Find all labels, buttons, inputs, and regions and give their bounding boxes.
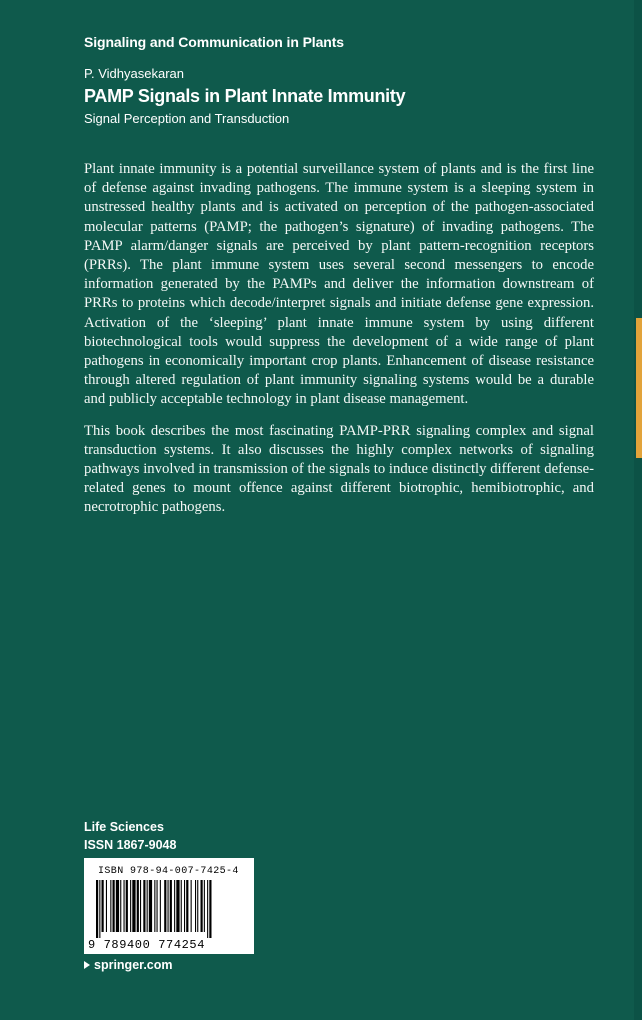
blurb-paragraph: This book describes the most fascinating PAMP-PRR signaling complex and signal transduction systems. It also discusses the highly complex networks of signaling pathways involved in transmission of the signals to induce distinctly different defense-related genes to mount offence against different biotrophic, hemibiotrophic, and necrotrophic pathogens.: [84, 422, 594, 516]
barcode-bar: [154, 880, 155, 932]
isbn-label: ISBN 978-94-007-7425-4: [98, 866, 239, 877]
author-name: P. Vidhyasekaran: [84, 66, 184, 81]
barcode-bar: [201, 880, 203, 932]
book-title: PAMP Signals in Plant Innate Immunity: [84, 86, 406, 106]
barcode-bar: [124, 880, 125, 932]
barcode-bar: [174, 880, 175, 932]
barcode-bar: [110, 880, 111, 932]
arrow-right-icon: [84, 961, 90, 969]
publisher-link[interactable]: [84, 958, 173, 972]
barcode-bar: [102, 880, 104, 932]
barcode-bar: [197, 880, 198, 932]
issn-number: ISSN 1867-9048: [84, 838, 177, 852]
blurb-paragraph: Plant innate immunity is a potential surveillance system of plants and is the first line of defense against invading pathogens. The immune system is a sleeping system in unstressed healthy plants and is activated on perception of the pathogen-associated molecular patterns (PAMP; the pathogen’s signature) of invading pathogens. The PAMP alarm/danger signals are perceived by plant pattern-recognition receptors (PRRs). The plant immune system uses several second messengers to encode information generated by the PAMPs and deliver the information downstream of PRRs to proteins which decode/interpret signals and initiate defense gene expression. Activation of the ‘sleeping’ plant innate immune system by using different biotechnological tools would suppress the development of a wide range of plant pathogens in economically important crop plants. Enhancement of disease resistance through altered regulation of plant immunity signaling systems would be a durable and publicly acceptable technology in plant disease management.: [84, 161, 594, 408]
barcode-bar: [204, 880, 205, 932]
barcode-bar: [157, 880, 158, 932]
spine-accent-bar: [636, 318, 642, 458]
barcode-bar: [137, 880, 139, 932]
barcode-bar: [143, 880, 145, 932]
barcode-bar: [164, 880, 166, 932]
barcode-bar: [184, 880, 185, 932]
barcode-bar: [168, 880, 169, 932]
barcode-bar: [116, 880, 119, 932]
spine-edge: [634, 0, 642, 1020]
series-title: Signaling and Communication in Plants: [84, 34, 344, 50]
barcode-bar: [149, 880, 152, 932]
barcode-bar: [191, 880, 192, 932]
ean-digits: 9 789400 774254: [88, 938, 206, 952]
barcode-bar: [99, 880, 100, 938]
barcode-bar: [132, 880, 135, 932]
barcode-bar: [209, 880, 211, 938]
barcode-bar: [160, 880, 161, 932]
barcode-bar: [96, 880, 98, 938]
barcode-bar: [140, 880, 141, 932]
publisher-url: springer.com: [94, 958, 173, 972]
barcode-bar: [176, 880, 179, 932]
book-subtitle: Signal Perception and Transduction: [84, 111, 290, 126]
barcode-bar: [130, 880, 131, 932]
barcode: [84, 858, 254, 954]
barcode-bar: [113, 880, 115, 932]
barcode-bar: [126, 880, 128, 932]
barcode-bar: [186, 880, 188, 932]
barcode-bars: [96, 880, 242, 938]
barcode-bar: [170, 880, 172, 932]
blurb-text: [84, 160, 594, 530]
barcode-bar: [120, 880, 121, 932]
barcode-bar: [181, 880, 182, 932]
subject-category: Life Sciences: [84, 820, 164, 834]
barcode-bar: [195, 880, 196, 932]
barcode-bar: [207, 880, 208, 938]
barcode-bar: [106, 880, 107, 932]
barcode-bar: [147, 880, 148, 932]
